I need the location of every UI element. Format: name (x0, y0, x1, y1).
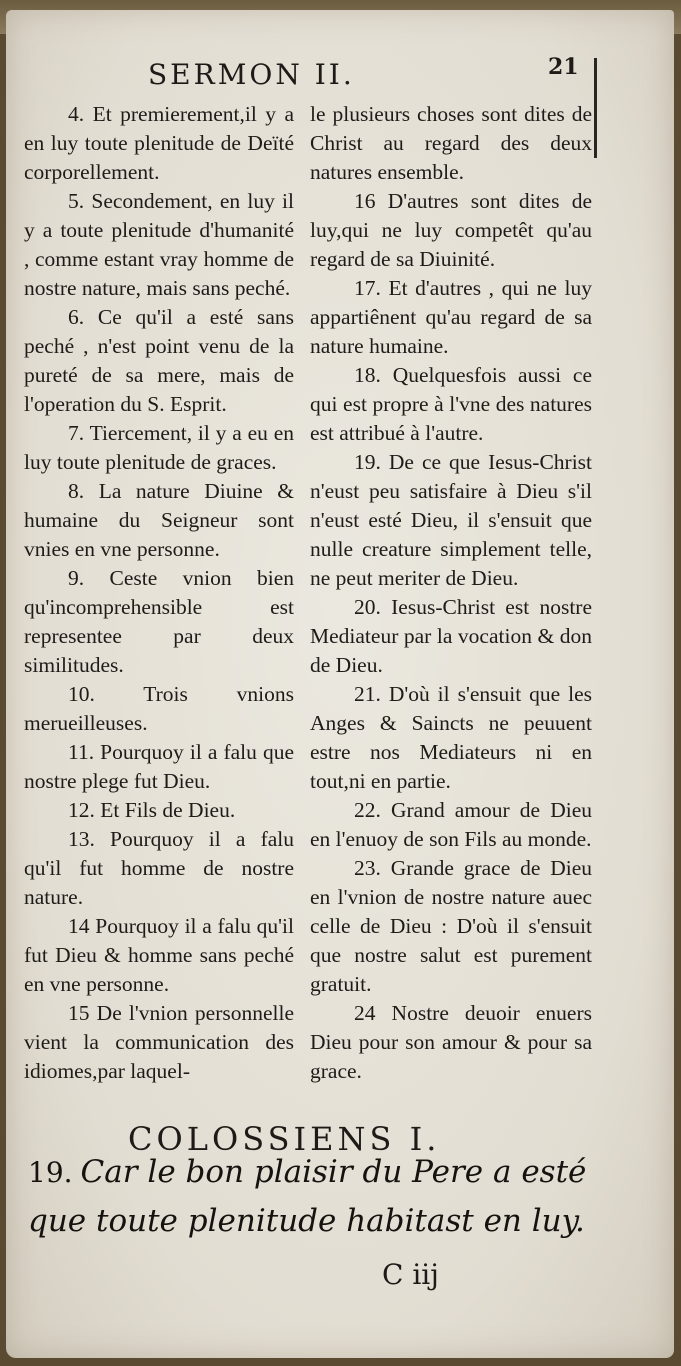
verse-text: Car le bon plaisir du Pere a esté que toute plenitude habitast en luy. (28, 1154, 587, 1239)
item-text: Secondement, en luy il y a toute plenitude d'humanité , comme estant vray homme de nostre nature, mais sans peché. (24, 189, 295, 300)
summary-item (310, 680, 592, 796)
item-number: 6. (68, 305, 85, 329)
item-text: Trois vnions merueilleuses. (24, 682, 294, 735)
item-text: Grande grace de Dieu en l'vnion de nostre nature auec celle de Dieu : D'où il s'ensuit que nostre salut est purement gratuit. (310, 856, 592, 996)
item-number: 20. (354, 595, 381, 619)
item-number: 11. (68, 740, 95, 764)
summary-item (310, 593, 592, 680)
summary-item (24, 477, 294, 564)
item-number: 5. (68, 189, 85, 213)
item-number: 18. (354, 363, 381, 387)
running-head: SERMON II. (148, 58, 355, 91)
item-number: 16 (354, 189, 376, 213)
summary-item (310, 100, 592, 187)
item-text: Nostre deuoir enuers Dieu pour son amour & pour sa grace. (310, 1001, 592, 1083)
verse-number: 19. (28, 1156, 73, 1189)
item-text: Tiercement, il y a eu en luy toute plenitude de graces. (24, 421, 294, 474)
item-number: 22. (354, 798, 381, 822)
item-text: Grand amour de Dieu en l'enuoy de son Fils au monde. (310, 798, 592, 851)
left-column (24, 100, 294, 1086)
item-text: De ce que Iesus-Christ n'eust peu satisfaire à Dieu s'il n'eust esté Dieu, il s'ensuit que nulle creature simplement telle, ne peut meriter de Dieu. (310, 450, 593, 590)
item-text: De l'vnion personnelle vient la communication des idiomes,par laquel- (24, 1001, 294, 1083)
summary-item (310, 796, 592, 854)
summary-item (310, 187, 592, 274)
summary-item (24, 912, 294, 999)
summary-item (24, 187, 294, 303)
item-number: 23. (354, 856, 381, 880)
page-number: 21 (548, 54, 579, 80)
item-text: Iesus-Christ est nostre Mediateur par la vocation & don de Dieu. (310, 595, 592, 677)
item-number: 24 (354, 1001, 376, 1025)
item-text: Pourquoy il a falu qu'il fut Dieu & homme sans peché en vne personne. (24, 914, 294, 996)
item-text: Ce qu'il a esté sans peché , n'est point venu de la pureté de sa mere, mais de l'operation du S. Esprit. (24, 305, 294, 416)
summary-item (24, 999, 294, 1086)
item-text: Pourquoy il a falu que nostre plege fut Dieu. (24, 740, 295, 793)
right-column (310, 100, 592, 1086)
item-number: 4. (68, 102, 85, 126)
summary-item (310, 361, 592, 448)
summary-item (24, 419, 294, 477)
summary-item (310, 274, 592, 361)
item-text: Et Fils de Dieu. (100, 798, 236, 822)
summary-item (24, 303, 294, 419)
verse (28, 1148, 628, 1245)
item-number: 17. (354, 276, 381, 300)
item-text: Ceste vnion bien qu'incomprehensible est representee par deux similitudes. (24, 566, 294, 677)
summary-item (310, 854, 592, 999)
item-number: 7. (68, 421, 85, 445)
item-text: Pourquoy il a falu qu'il fut homme de nostre nature. (24, 827, 294, 909)
summary-item (24, 564, 294, 680)
item-text: Quelquesfois aussi ce qui est propre à l'vne des natures est attribué à l'autre. (310, 363, 592, 445)
summary-item (24, 738, 294, 796)
summary-item (24, 825, 294, 912)
item-number: 21. (354, 682, 381, 706)
margin-rule (594, 58, 597, 158)
item-text: La nature Diuine & humaine du Seigneur sont vnies en vne personne. (24, 479, 294, 561)
summary-item (310, 999, 592, 1086)
section-title: COLOSSIENS I. (128, 1120, 441, 1158)
item-number: 14 (68, 914, 90, 938)
item-number: 8. (68, 479, 85, 503)
summary-item (310, 448, 592, 593)
item-text: Et d'autres , qui ne luy appartiênent qu'au regard de sa nature humaine. (310, 276, 592, 358)
summary-item (24, 100, 294, 187)
item-number: 9. (68, 566, 85, 590)
item-text: D'autres sont dites de luy,qui ne luy competêt qu'au regard de sa Diuinité. (310, 189, 593, 271)
item-text: Et premierement,il y a en luy toute plenitude de Deïté corporellement. (24, 102, 295, 184)
item-number: 15 (68, 1001, 90, 1025)
summary-item (24, 796, 294, 825)
signature-mark: C iij (382, 1258, 439, 1291)
item-number: 12. (68, 798, 95, 822)
item-text: le plusieurs choses sont dites de Christ au regard des deux natures ensemble. (310, 102, 592, 184)
item-text: D'où il s'ensuit que les Anges & Saincts ne peuuent estre nos Mediateurs ni en tout,ni en partie. (310, 682, 592, 793)
item-number: 10. (68, 682, 95, 706)
summary-item (24, 680, 294, 738)
item-number: 13. (68, 827, 95, 851)
item-number: 19. (354, 450, 381, 474)
